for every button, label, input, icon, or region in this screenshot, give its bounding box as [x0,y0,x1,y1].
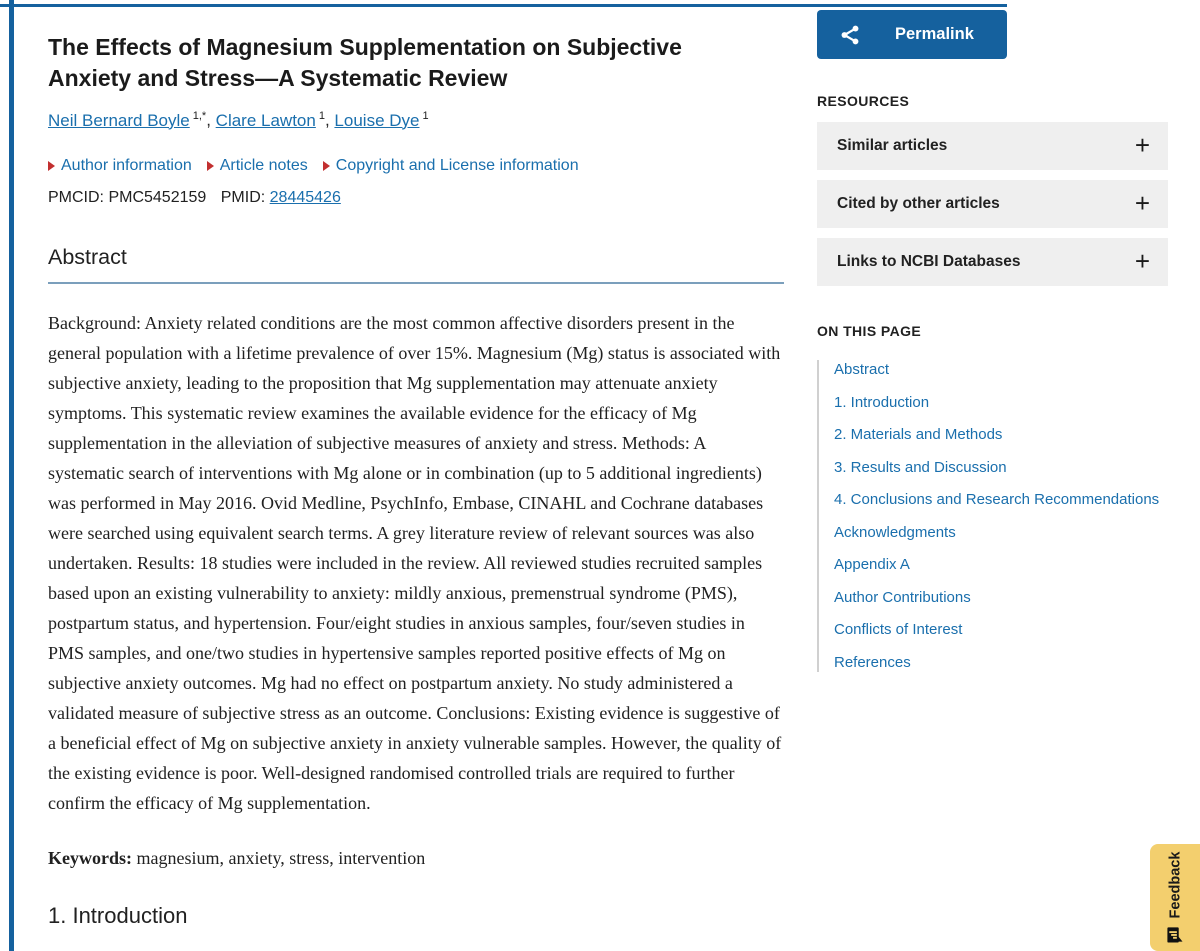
link-article-notes[interactable] [207,157,308,175]
info-link-label: Copyright and License information [335,156,579,174]
keywords-label: Keywords: [48,847,132,868]
accordion-similar-articles[interactable] [817,122,1168,170]
keywords-text: magnesium, anxiety, stress, intervention [136,847,426,868]
author-item [48,111,206,130]
on-this-page-heading: ON THIS PAGE [817,323,922,339]
permalink-button[interactable] [817,10,1007,59]
accordion-cited-by-other-articles[interactable] [817,180,1168,228]
author-separator: , [324,110,335,130]
accordion-label: Cited by other articles [837,195,1000,212]
toc-link-abstract[interactable]: Abstract [834,361,890,378]
plus-icon: + [1134,188,1150,218]
introduction-heading: 1. Introduction [48,902,188,928]
feedback-inner [1167,852,1184,944]
toc-link-conflicts-of-interest[interactable]: Conflicts of Interest [834,621,963,638]
abstract-heading: Abstract [48,245,784,284]
accordion-links-to-ncbi-databases[interactable] [817,238,1168,286]
pmcid-label: PMCID: [48,188,104,206]
feedback-button[interactable] [1150,844,1200,951]
sidebar [817,10,1168,672]
pmid-label: PMID: [220,188,266,206]
accordion-label: Links to NCBI Databases [837,253,1021,270]
feedback-label: Feedback [1167,851,1183,919]
author-superscript: 1,* [192,110,207,122]
author-link[interactable]: Clare Lawton [215,110,316,130]
pmcid-value: PMC5452159 [108,188,207,206]
on-this-page-toc [817,360,1168,672]
pmid-group [221,189,341,206]
abstract-text: Background: Anxiety related conditions are the most common affective disorders present in the general population with a lifetime prevalence of over 15%. Magnesium (Mg) status is associated with subjective anxiety, leading to the proposition that Mg supplementation may attenuate anxiety symptoms. This systematic review examines the available evidence for the efficacy of Mg supplementation in the alleviation of subjective measures of anxiety and stress. Methods: A systematic search of interventions with Mg alone or in combination (up to 5 additional ingredients) was performed in May 2016. Ovid Medline, PsychInfo, Embase, CINAHL and Cochrane databases were searched using equivalent search terms. A grey literature review of relevant sources was also undertaken. Results: 18 studies were included in the review. All reviewed studies recruited samples based upon an existing vulnerability to anxiety: mildly anxious, premenstrual syndrome (PMS), postpartum status, and hypertension. Four/eight studies in anxious samples, four/seven studies in PMS samples, and one/two studies in hypertensive samples reported positive effects of Mg on subjective anxiety outcomes. Mg had no effect on postpartum anxiety. No study administered a validated measure of subjective stress as an outcome. Conclusions: Existing evidence is suggestive of a beneficial effect of Mg on subjective anxiety in anxiety vulnerable samples. However, the quality of the existing evidence is poor. Well-designed randomised controlled trials are required to further confirm the efficacy of Mg supplementation. [48,312,782,813]
info-link-label: Author information [61,156,192,174]
toc-link-references[interactable]: References [834,653,911,671]
author-item [334,111,428,130]
article-main-column [48,0,784,947]
author-separator: , [206,110,216,130]
toc-link-conclusions[interactable]: 4. Conclusions and Research Recommendations [834,491,1160,508]
toc-link-acknowledgments[interactable]: Acknowledgments [834,523,956,541]
triangle-right-icon [207,161,214,171]
plus-icon: + [1134,246,1150,276]
toc-link-results-and-discussion[interactable]: 3. Results and Discussion [834,458,1007,476]
pmid-link[interactable]: 28445426 [269,188,341,206]
author-list [48,110,784,131]
toc-link-author-contributions[interactable]: Author Contributions [834,588,971,606]
link-copyright-license-information[interactable] [323,157,579,175]
resources-heading: RESOURCES [817,93,910,109]
author-item [216,111,325,130]
share-icon [839,24,861,46]
resources-accordions [817,122,1168,286]
author-link[interactable]: Louise Dye [334,110,420,130]
article-title: The Effects of Magnesium Supplementation on Subjective Anxiety and Stress—A Systematic Review [48,34,682,91]
article-identifiers [48,189,784,207]
author-superscript: 1 [318,110,325,122]
triangle-right-icon [48,161,55,171]
toc-link-materials-and-methods[interactable]: 2. Materials and Methods [834,426,1003,443]
link-author-information[interactable] [48,157,192,175]
plus-icon: + [1134,130,1150,160]
accordion-label: Similar articles [837,137,948,154]
author-superscript: 1 [422,110,429,122]
keywords-row [48,848,784,869]
pmcid-group [48,189,206,206]
toc-link-introduction[interactable]: 1. Introduction [834,393,930,411]
article-info-links [48,157,784,175]
triangle-right-icon [323,161,330,171]
permalink-label: Permalink [895,25,974,43]
author-link[interactable]: Neil Bernard Boyle [48,110,190,130]
info-link-label: Article notes [219,156,308,174]
toc-link-appendix-a[interactable]: Appendix A [834,556,910,573]
chart-bubble-icon [1167,926,1184,943]
page-left-accent-bar [9,0,14,951]
